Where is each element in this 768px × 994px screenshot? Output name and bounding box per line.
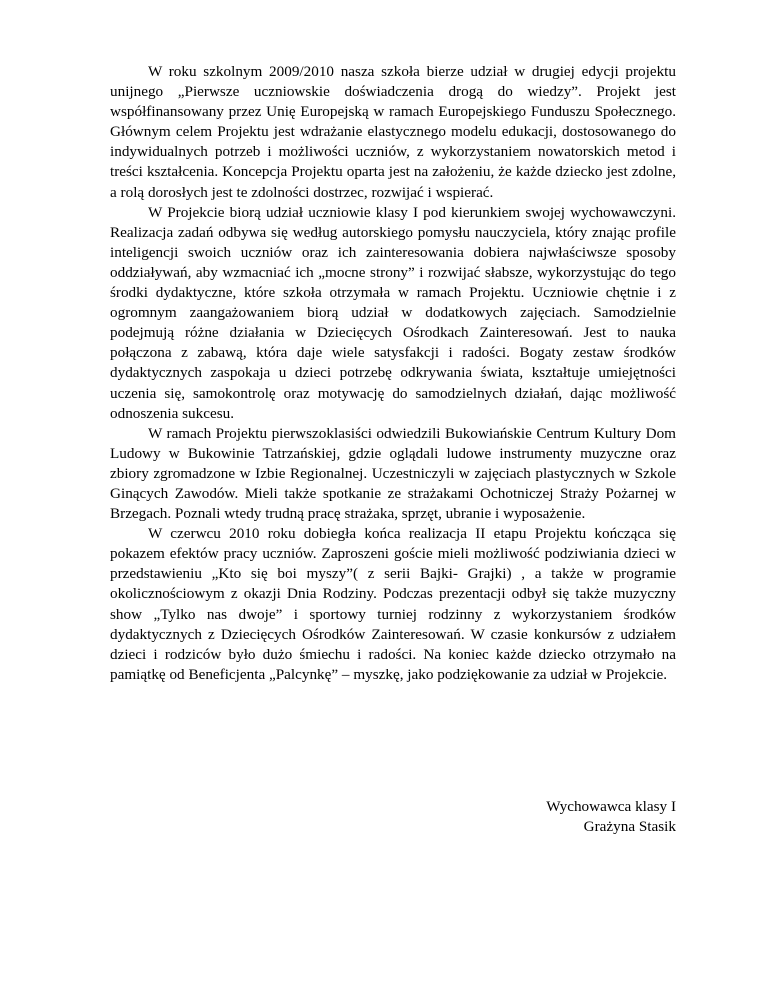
paragraph-3: W ramach Projektu pierwszoklasiści odwiedzili Bukowiańskie Centrum Kultury Dom Ludowy w Bukowinie Tatrzańskiej, gdzie oglądali ludowe instrumenty muzyczne oraz zbiory zgromadzone w Izbie Regionalnej. Uczestniczyli w zajęciach plastycznych w Szkole Ginących Zawodów. Mieli także spotkanie ze strażakami Ochotniczej Straży Pożarnej w Brzegach. Poznali wtedy trudną pracę strażaka, sprzęt, ubranie i wyposażenie.	[110, 424, 676, 523]
paragraph-4: W czerwcu 2010 roku dobiegła końca realizacja II etapu Projektu kończąca się pokazem efektów pracy uczniów. Zaproszeni goście mieli możliwość podziwiania dzieci w przedstawieniu „Kto się boi myszy”( z serii Bajki- Grajki) , a także w programie okolicznościowym z okazji Dnia Rodziny. Podczas prezentacji odbył się także muzyczny show „Tylko nas dwoje” i sportowy turniej rodzinny z wykorzystaniem środków dydaktycznych z Dziecięcych Ośrodków Zainteresowań. W czasie konkursów z udziałem dzieci i rodziców było dużo śmiechu i radości. Na koniec każde dziecko otrzymało na pamiątkę od Beneficjenta „Palcynkę” – myszkę, jako podziękowanie za udział w Projekcie.	[110, 525, 676, 683]
paragraph-1: W roku szkolnym 2009/2010 nasza szkoła bierze udział w drugiej edycji projektu unijnego „Pierwsze uczniowskie doświadczenia drogą do wiedzy”. Projekt jest współfinansowany przez Unię Europejską w ramach Europejskiego Funduszu Społecznego. Głównym celem Projektu jest wdrażanie elastycznego modelu edukacji, dostosowanego do indywidualnych potrzeb i możliwości uczniów, z wykorzystaniem nowatorskich metod i treści kształcenia. Koncepcja Projektu oparta jest na założeniu, że każde dziecko jest zdolne, a rolą dorosłych jest te zdolności dostrzec, rozwijać i wspierać.	[110, 63, 676, 201]
document-body	[110, 62, 676, 685]
signature-role: Wychowawca klasy I	[546, 798, 676, 815]
signature-name: Grażyna Stasik	[583, 818, 676, 836]
paragraph-2: W Projekcie biorą udział uczniowie klasy I pod kierunkiem swojej wychowawczyni. Realizacja zadań odbywa się według autorskiego pomysłu nauczyciela, który znając profile inteligencji swoich uczniów oraz ich zainteresowania dobiera najwłaściwsze sposoby oddziaływań, aby wzmacniać ich „mocne strony” i rozwijać słabsze, wykorzystując do tego środki dydaktyczne, które szkoła otrzymała w ramach Projektu. Uczniowie chętnie i z ogromnym zaangażowaniem biorą udział w dodatkowych zajęciach. Samodzielnie podejmują różne działania w Dziecięcych Ośrodkach Zainteresowań. Jest to nauka połączona z zabawą, która daje wiele satysfakcji i radości. Bogaty zestaw środków dydaktycznych zaspokaja u dzieci potrzebę odkrywania świata, kształtuje umiejętności uczenia się, samokontrolę oraz motywację do samodzielnych działań, dając możliwość odnoszenia sukcesu.	[110, 203, 676, 422]
signature-block	[110, 797, 676, 837]
